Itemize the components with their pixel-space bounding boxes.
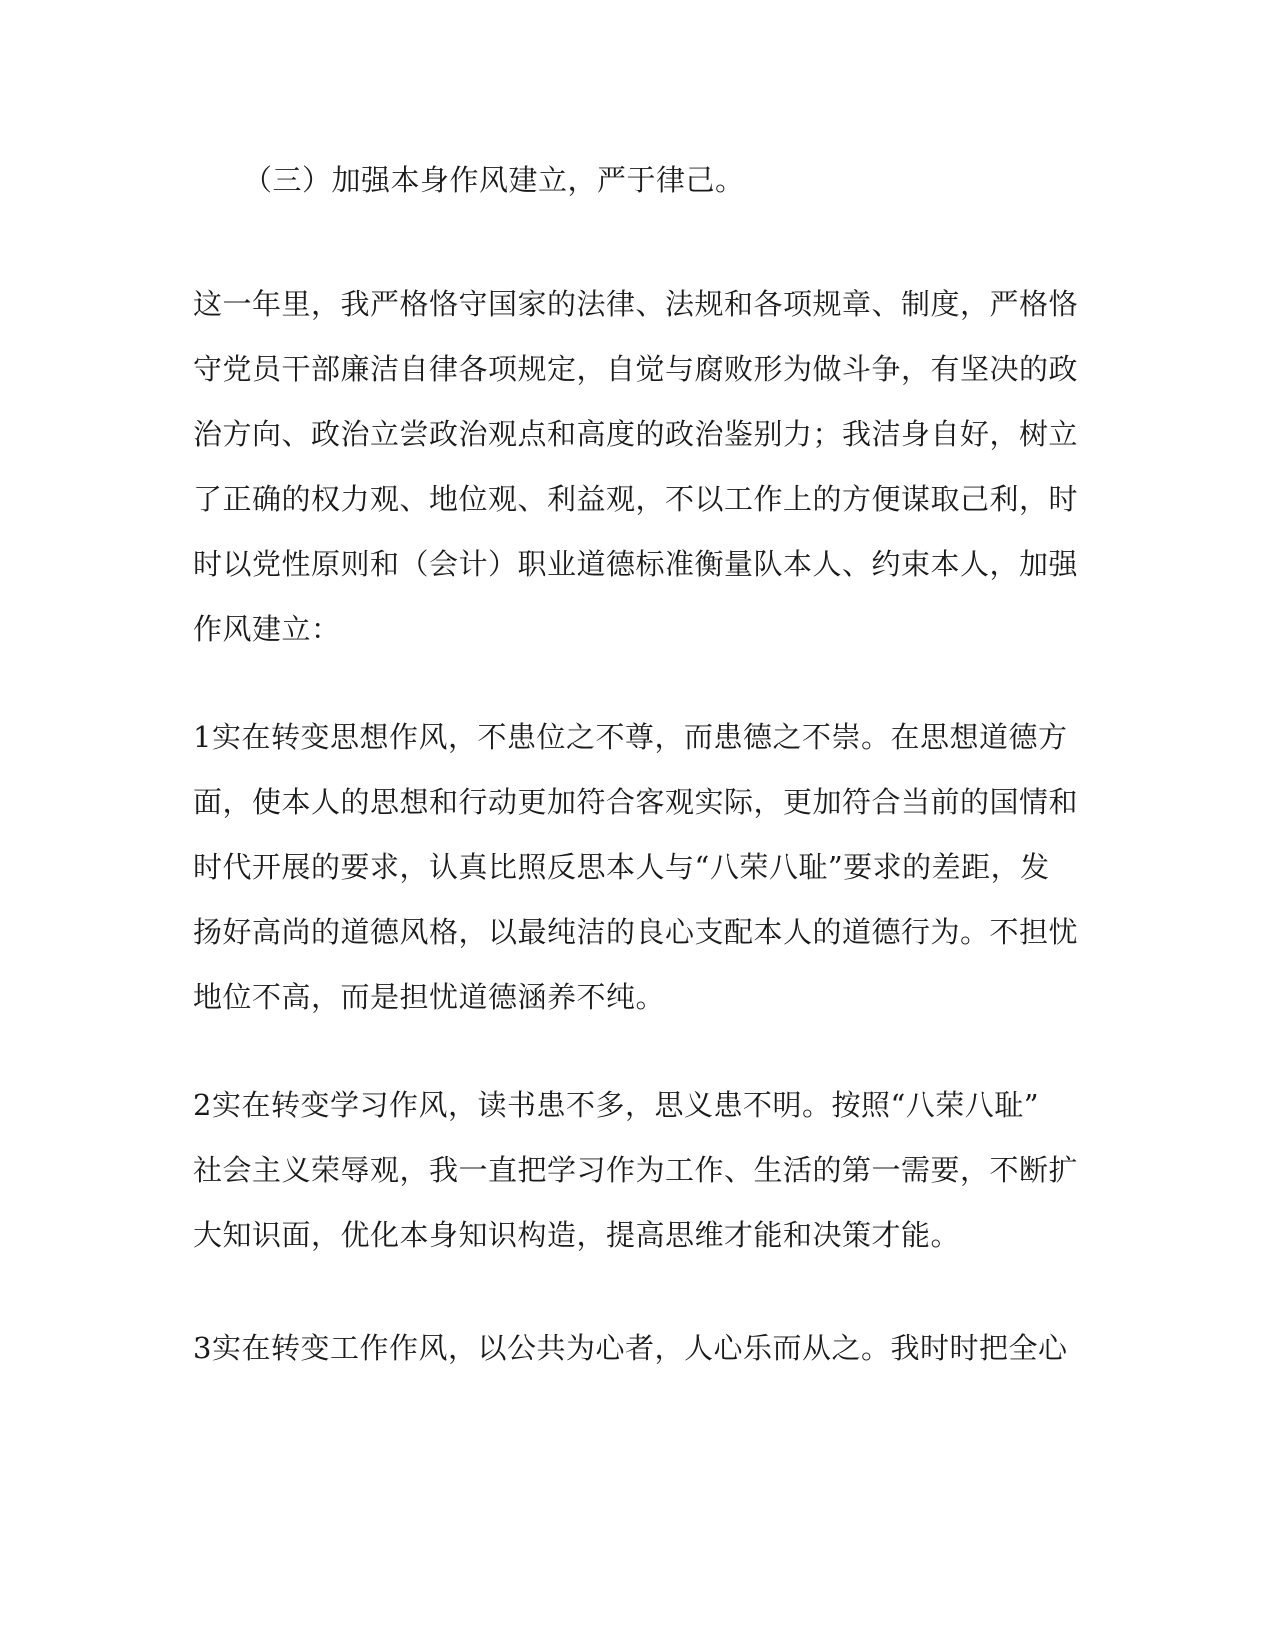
paragraph-line: 面，使本人的思想和行动更加符合客观实际，更加符合当前的国情和 xyxy=(193,785,1079,819)
paragraph-3 xyxy=(193,1073,1083,1268)
paragraph-line: 治方向、政治立尝政治观点和高度的政治鉴别力；我洁身自好，树立 xyxy=(193,417,1079,451)
section-heading xyxy=(243,148,1133,213)
heading-line: （三）加强本身作风建立，严于律己。 xyxy=(243,163,745,197)
paragraph-line: 社会主义荣辱观，我一直把学习作为工作、生活的第一需要，不断扩 xyxy=(193,1153,1079,1187)
paragraph-line: 作风建立： xyxy=(193,612,341,646)
paragraph-4 xyxy=(193,1316,1083,1381)
paragraph-line: 时代开展的要求，认真比照反思本人与“八荣八耻”要求的差距，发 xyxy=(193,850,1050,884)
paragraph-line: 3实在转变工作作风，以公共为心者，人心乐而从之。我时时把全心 xyxy=(193,1331,1068,1365)
paragraph-line: 了正确的权力观、地位观、利益观，不以工作上的方便谋取己利，时 xyxy=(193,482,1079,516)
paragraph-line: 扬好高尚的道德风格，以最纯洁的良心支配本人的道德行为。不担忧 xyxy=(193,915,1079,949)
paragraph-1 xyxy=(193,272,1083,662)
paragraph-line: 2实在转变学习作风，读书患不多，思义患不明。按照“八荣八耻” xyxy=(193,1088,1040,1122)
paragraph-line: 大知识面，优化本身知识构造，提高思维才能和决策才能。 xyxy=(193,1218,961,1252)
paragraph-line: 守党员干部廉洁自律各项规定，自觉与腐败形为做斗争，有坚决的政 xyxy=(193,352,1079,386)
paragraph-line: 地位不高，而是担忧道德涵养不纯。 xyxy=(193,980,666,1014)
paragraph-line: 时以党性原则和（会计）职业道德标准衡量队本人、约束本人，加强 xyxy=(193,547,1079,581)
paragraph-2 xyxy=(193,705,1083,1030)
paragraph-line: 1实在转变思想作风，不患位之不尊，而患德之不崇。在思想道德方 xyxy=(193,720,1068,754)
paragraph-line: 这一年里，我严格恪守国家的法律、法规和各项规章、制度，严格恪 xyxy=(193,287,1079,321)
